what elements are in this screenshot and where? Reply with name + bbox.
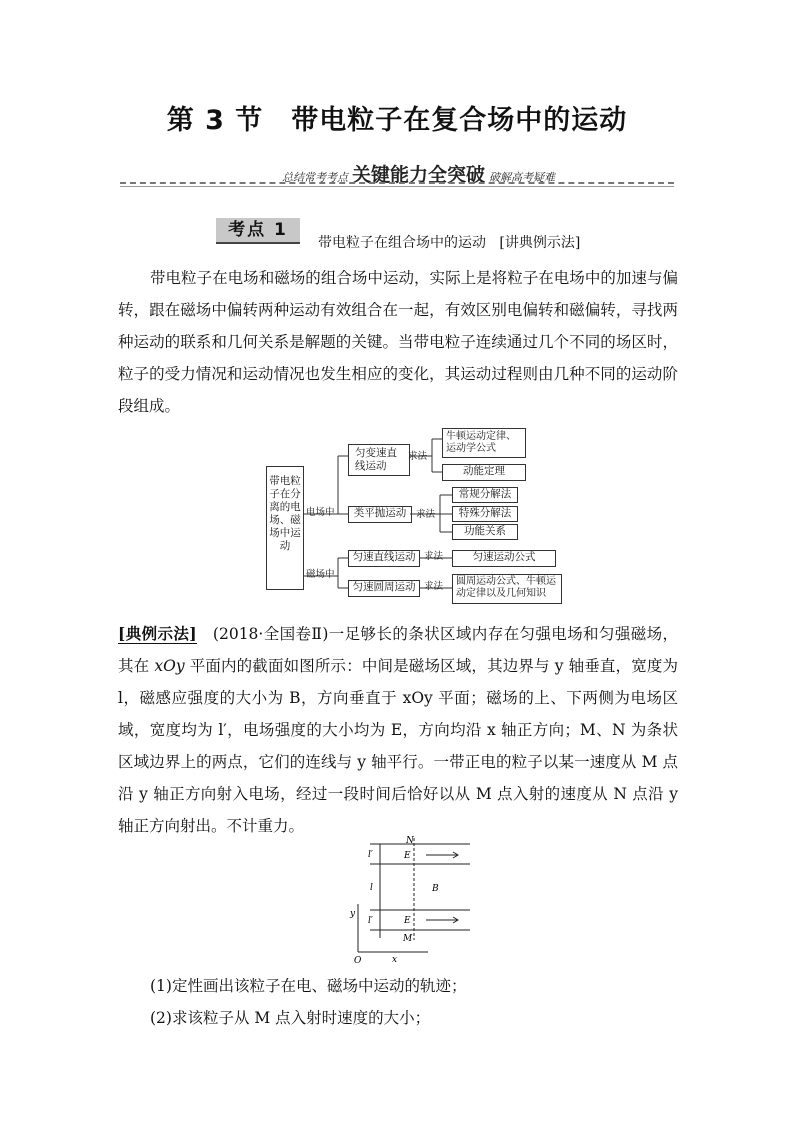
field-figure-drawing — [340, 834, 490, 964]
qiufa-label: 求法 — [416, 509, 436, 520]
label-y: y — [350, 909, 356, 919]
result-box: 功能关系 — [452, 524, 518, 540]
label-x: x — [392, 955, 398, 964]
electric-field-label: 电场中 — [306, 507, 335, 518]
banner-right: 破解高考疑难 — [489, 171, 556, 184]
page-title — [0, 98, 794, 137]
result-box: 圆周运动公式、牛顿运动定律以及几何知识 — [452, 574, 562, 604]
motion-box: 类平抛运动 — [348, 506, 412, 523]
qiufa-label: 求法 — [408, 451, 428, 462]
label-E-top: E — [404, 851, 411, 861]
example-text-1: (2018·全国卷Ⅱ)一足够长的条状区域内存在匀强电场和匀强磁场，其在 — [118, 625, 679, 675]
question-1: (1)定性画出该粒子在电、磁场中运动的轨迹； — [150, 977, 467, 995]
kaodian-heading — [318, 232, 580, 252]
kaodian-title: 带电粒子在组合场中的运动 — [318, 235, 486, 251]
label-E-bottom: E — [404, 916, 411, 926]
question-2: (2)求该粒子从 M 点入射时速度的大小； — [150, 1009, 431, 1027]
xoy-symbol: xOy — [154, 657, 185, 675]
motion-box: 匀速圆周运动 — [348, 580, 420, 597]
result-box: 匀速运动公式 — [452, 550, 556, 567]
result-box: 常规分解法 — [452, 487, 518, 503]
motion-box: 匀变速直线运动 — [348, 444, 410, 476]
motion-box: 匀速直线运动 — [348, 550, 420, 567]
label-N: N — [406, 836, 414, 846]
label-O: O — [354, 956, 362, 964]
example-text-2: 平面内的截面如图所示：中间是磁场区域，其边界与 y 轴垂直，宽度为 l，磁感应强度的大小为 B，方向垂直于 xOy 平面；磁场的上、下两侧为电场区域，宽度均为 l′，电场强度的大小均为 E，方向均沿 x 轴正方向；M、N 为条状区域边界上的两点，它们的连线与 y 轴平行。一带正电的粒子以某一速度从 M 点沿 y 轴正方向射入电场，经过一段时间后恰好以从 M 点入射的速度从 N 点沿 y 轴正方向射出。不计重力。 — [118, 657, 678, 835]
divider — [120, 186, 674, 187]
qiufa-label: 求法 — [424, 581, 444, 592]
magnetic-field-label: 磁场中 — [306, 569, 335, 580]
banner-center: 关键能力全突破 — [352, 164, 486, 186]
label-l-prime-top: l′ — [368, 850, 373, 860]
result-box: 动能定理 — [442, 464, 526, 481]
field-figure — [340, 834, 490, 968]
banner-left: 总结常考考点 — [282, 171, 348, 184]
qiufa-label: 求法 — [424, 551, 444, 562]
root-box: 带电粒子在分离的电场、磁场中运动 — [266, 466, 304, 590]
result-box: 牛顿运动定律、运动学公式 — [442, 428, 526, 458]
intro-paragraph: 带电粒子在电场和磁场的组合场中运动，实际上是将粒子在电场中的加速与偏转，跟在磁场中偏转两种运动有效组合在一起，有效区别电偏转和磁偏转，寻找两种运动的联系和几何关系是解题的关键。当带电粒子连续通过几个不同的场区时，粒子的受力情况和运动情况也发生相应的变化，其运动过程则由几种不同的运动阶段组成。 — [118, 269, 678, 415]
kaodian-method: [讲典例示法] — [499, 235, 581, 251]
label-B: B — [432, 884, 439, 894]
label-l-prime-bottom: l′ — [368, 916, 373, 926]
result-box: 特殊分解法 — [452, 506, 518, 522]
label-M: M — [403, 934, 413, 944]
label-l: l — [370, 883, 373, 893]
section-title: 带电粒子在复合场中的运动 — [291, 105, 628, 136]
example-tag: [典例示法] — [118, 624, 197, 643]
divider — [120, 182, 674, 184]
kaodian-badge: 考点 1 — [216, 218, 300, 244]
section-number: 第 3 节 — [166, 105, 264, 136]
example-paragraph — [118, 618, 678, 842]
